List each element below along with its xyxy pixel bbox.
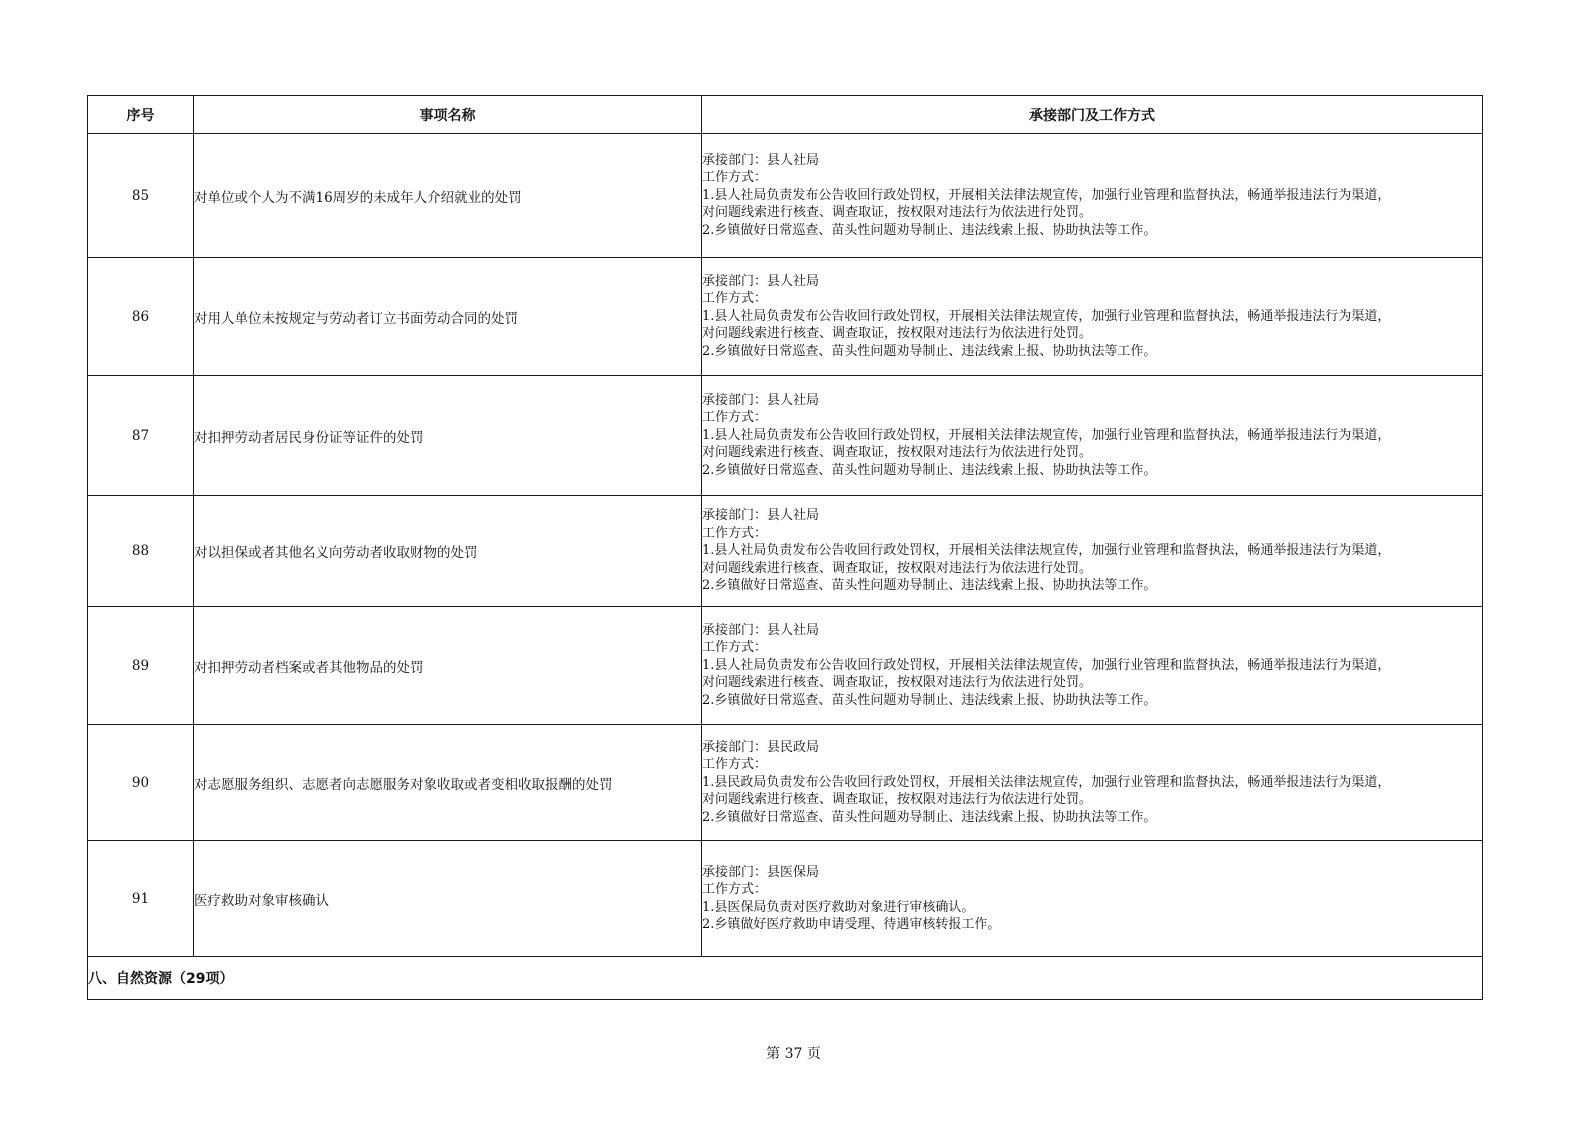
row-department-method <box>702 607 1483 725</box>
row-matter-name: 医疗救助对象审核确认 <box>194 841 702 957</box>
dept-line: 1.县人社局负责发布公告收回行政处罚权，开展相关法律法规宣传，加强行业管理和监督执法，畅通举报违法行为渠道， <box>702 427 1391 443</box>
dept-line: 工作方式： <box>702 640 768 656</box>
dept-line: 对问题线索进行核查、调查取证，按权限对违法行为依法进行处罚。 <box>702 205 1093 221</box>
dept-line: 2.乡镇做好日常巡查、苗头性问题劝导制止、违法线索上报、协助执法等工作。 <box>702 692 1157 708</box>
row-serial-number: 89 <box>88 607 194 725</box>
dept-line: 承接部门：县人社局 <box>702 392 820 408</box>
header-department-method: 承接部门及工作方式 <box>702 96 1483 134</box>
dept-line: 对问题线索进行核查、调查取证，按权限对违法行为依法进行处罚。 <box>702 560 1093 576</box>
row-serial-number: 88 <box>88 496 194 607</box>
row-serial-number: 91 <box>88 841 194 957</box>
row-matter-name: 对单位或个人为不满16周岁的未成年人介绍就业的处罚 <box>194 134 702 258</box>
dept-line: 对问题线索进行核查、调查取证，按权限对违法行为依法进行处罚。 <box>702 675 1093 691</box>
matters-table <box>87 95 1483 1000</box>
dept-line: 工作方式： <box>702 170 768 186</box>
table-row <box>88 725 1483 841</box>
table-row <box>88 376 1483 496</box>
dept-line: 工作方式： <box>702 291 768 307</box>
dept-line: 承接部门：县医保局 <box>702 864 820 880</box>
dept-line: 1.县民政局负责发布公告收回行政处罚权，开展相关法律法规宣传，加强行业管理和监督执法，畅通举报违法行为渠道， <box>702 774 1391 790</box>
dept-line: 工作方式： <box>702 410 768 426</box>
dept-line: 对问题线索进行核查、调查取证，按权限对违法行为依法进行处罚。 <box>702 792 1093 808</box>
dept-line: 承接部门：县人社局 <box>702 152 820 168</box>
dept-line: 2.乡镇做好日常巡查、苗头性问题劝导制止、违法线索上报、协助执法等工作。 <box>702 222 1157 238</box>
row-serial-number: 90 <box>88 725 194 841</box>
section-row <box>88 957 1483 1000</box>
dept-line: 工作方式： <box>702 757 768 773</box>
row-matter-name: 对扣押劳动者居民身份证等证件的处罚 <box>194 376 702 496</box>
dept-line: 工作方式： <box>702 525 768 541</box>
table-header-row <box>88 96 1483 134</box>
dept-line: 2.乡镇做好日常巡查、苗头性问题劝导制止、违法线索上报、协助执法等工作。 <box>702 578 1157 594</box>
header-matter-name: 事项名称 <box>194 96 702 134</box>
row-matter-name: 对以担保或者其他名义向劳动者收取财物的处罚 <box>194 496 702 607</box>
row-department-method <box>702 725 1483 841</box>
dept-line: 承接部门：县人社局 <box>702 622 820 638</box>
table-row <box>88 258 1483 376</box>
dept-line: 承接部门：县人社局 <box>702 508 820 524</box>
dept-line: 承接部门：县人社局 <box>702 273 820 289</box>
page-number: 第 37 页 <box>766 1046 821 1062</box>
row-department-method <box>702 134 1483 258</box>
header-serial-number: 序号 <box>88 96 194 134</box>
dept-line: 工作方式： <box>702 882 768 897</box>
row-serial-number: 87 <box>88 376 194 496</box>
table-row <box>88 496 1483 607</box>
dept-line: 承接部门：县民政局 <box>702 739 820 755</box>
table-row <box>88 841 1483 957</box>
dept-line: 1.县人社局负责发布公告收回行政处罚权，开展相关法律法规宣传，加强行业管理和监督执法，畅通举报违法行为渠道， <box>702 187 1391 203</box>
row-serial-number: 86 <box>88 258 194 376</box>
row-matter-name: 对志愿服务组织、志愿者向志愿服务对象收取或者变相收取报酬的处罚 <box>194 725 702 841</box>
section-heading: 八、自然资源（29项） <box>88 957 1483 1000</box>
dept-line: 2.乡镇做好日常巡查、苗头性问题劝导制止、违法线索上报、协助执法等工作。 <box>702 809 1157 825</box>
table-row <box>88 607 1483 725</box>
dept-line: 2.乡镇做好日常巡查、苗头性问题劝导制止、违法线索上报、协助执法等工作。 <box>702 343 1157 359</box>
row-department-method <box>702 376 1483 496</box>
dept-line: 1.县医保局负责对医疗救助对象进行审核确认。 <box>702 899 975 915</box>
dept-line: 1.县人社局负责发布公告收回行政处罚权，开展相关法律法规宣传，加强行业管理和监督执法，畅通举报违法行为渠道， <box>702 657 1391 673</box>
dept-line: 2.乡镇做好医疗救助申请受理、待遇审核转报工作。 <box>702 917 1001 932</box>
dept-line: 对问题线索进行核查、调查取证，按权限对违法行为依法进行处罚。 <box>702 326 1093 342</box>
row-department-method <box>702 496 1483 607</box>
dept-line: 对问题线索进行核查、调查取证，按权限对违法行为依法进行处罚。 <box>702 445 1093 461</box>
dept-line: 1.县人社局负责发布公告收回行政处罚权，开展相关法律法规宣传，加强行业管理和监督执法，畅通举报违法行为渠道， <box>702 543 1391 559</box>
row-matter-name: 对用人单位未按规定与劳动者订立书面劳动合同的处罚 <box>194 258 702 376</box>
table-row <box>88 134 1483 258</box>
row-department-method <box>702 841 1483 957</box>
dept-line: 2.乡镇做好日常巡查、苗头性问题劝导制止、违法线索上报、协助执法等工作。 <box>702 462 1157 478</box>
row-department-method <box>702 258 1483 376</box>
dept-line: 1.县人社局负责发布公告收回行政处罚权，开展相关法律法规宣传，加强行业管理和监督执法，畅通举报违法行为渠道， <box>702 308 1391 324</box>
row-serial-number: 85 <box>88 134 194 258</box>
row-matter-name: 对扣押劳动者档案或者其他物品的处罚 <box>194 607 702 725</box>
